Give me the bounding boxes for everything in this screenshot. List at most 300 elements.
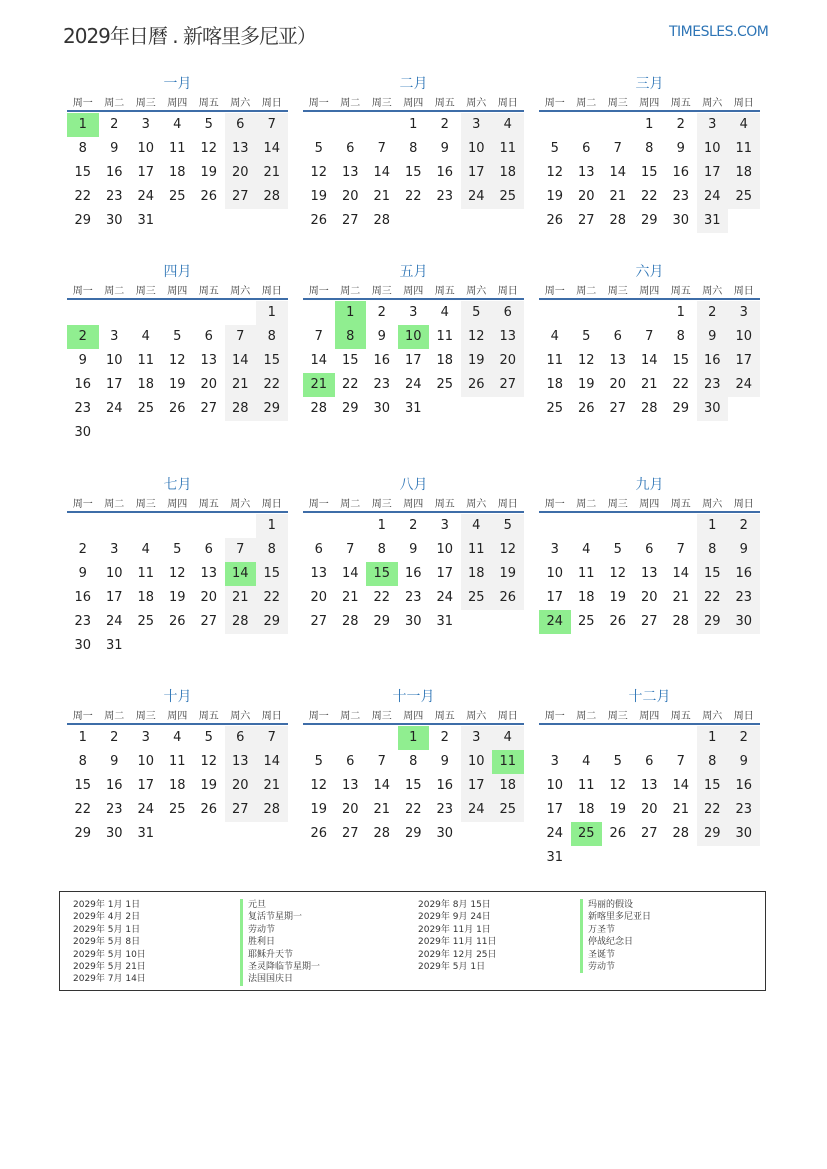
day-cell[interactable]: 5 (461, 301, 493, 325)
day-cell[interactable]: 25 (492, 185, 524, 209)
day-cell[interactable]: 18 (137, 590, 155, 605)
holiday-day-cell[interactable]: 10 (398, 325, 430, 349)
day-cell[interactable]: 23 (672, 189, 690, 204)
day-cell[interactable]: 19 (546, 189, 564, 204)
day-cell[interactable]: 30 (74, 425, 92, 440)
day-cell[interactable]: 9 (110, 141, 119, 156)
day-cell[interactable]: 4 (173, 730, 182, 745)
day-cell[interactable]: 26 (609, 826, 627, 841)
day-cell[interactable]: 16 (404, 566, 422, 581)
day-cell[interactable]: 25 (168, 802, 186, 817)
day-cell[interactable]: 12 (200, 141, 218, 156)
day-cell[interactable]: 15 (672, 353, 690, 368)
day-cell[interactable]: 16 (373, 353, 391, 368)
day-cell[interactable]: 24 (137, 802, 155, 817)
day-cell[interactable]: 14 (256, 137, 288, 161)
day-cell[interactable]: 31 (436, 614, 454, 629)
day-cell[interactable]: 13 (640, 778, 658, 793)
day-cell[interactable]: 15 (697, 774, 729, 798)
day-cell[interactable]: 20 (341, 189, 359, 204)
day-cell[interactable]: 17 (728, 349, 760, 373)
day-cell[interactable]: 16 (74, 590, 92, 605)
day-cell[interactable]: 17 (461, 774, 493, 798)
day-cell[interactable]: 30 (672, 213, 690, 228)
day-cell[interactable]: 21 (225, 586, 257, 610)
day-cell[interactable]: 9 (409, 542, 418, 557)
day-cell[interactable]: 10 (137, 141, 155, 156)
day-cell[interactable]: 29 (672, 401, 690, 416)
day-cell[interactable]: 6 (645, 542, 654, 557)
day-cell[interactable]: 19 (609, 590, 627, 605)
day-cell[interactable]: 5 (204, 730, 213, 745)
day-cell[interactable]: 14 (256, 750, 288, 774)
day-cell[interactable]: 18 (728, 161, 760, 185)
day-cell[interactable]: 20 (577, 189, 595, 204)
day-cell[interactable]: 22 (697, 798, 729, 822)
day-cell[interactable]: 1 (676, 305, 685, 320)
day-cell[interactable]: 19 (168, 377, 186, 392)
day-cell[interactable]: 10 (436, 542, 454, 557)
day-cell[interactable]: 27 (310, 614, 328, 629)
day-cell[interactable]: 8 (697, 538, 729, 562)
day-cell[interactable]: 28 (640, 401, 658, 416)
day-cell[interactable]: 6 (204, 329, 213, 344)
holiday-day-cell[interactable]: 8 (335, 325, 367, 349)
day-cell[interactable]: 25 (546, 401, 564, 416)
day-cell[interactable]: 24 (697, 185, 729, 209)
day-cell[interactable]: 17 (546, 802, 564, 817)
day-cell[interactable]: 8 (256, 538, 288, 562)
day-cell[interactable]: 16 (105, 165, 123, 180)
day-cell[interactable]: 7 (225, 325, 257, 349)
day-cell[interactable]: 3 (110, 329, 119, 344)
day-cell[interactable]: 19 (492, 562, 524, 586)
day-cell[interactable]: 29 (640, 213, 658, 228)
holiday-day-cell[interactable]: 1 (335, 301, 367, 325)
day-cell[interactable]: 3 (110, 542, 119, 557)
day-cell[interactable]: 11 (461, 538, 493, 562)
day-cell[interactable]: 6 (346, 141, 355, 156)
day-cell[interactable]: 15 (341, 353, 359, 368)
day-cell[interactable]: 9 (728, 750, 760, 774)
holiday-day-cell[interactable]: 14 (225, 562, 257, 586)
day-cell[interactable]: 26 (609, 614, 627, 629)
day-cell[interactable]: 8 (697, 750, 729, 774)
day-cell[interactable]: 11 (577, 778, 595, 793)
day-cell[interactable]: 9 (676, 141, 685, 156)
day-cell[interactable]: 15 (74, 165, 92, 180)
day-cell[interactable]: 30 (697, 397, 729, 421)
day-cell[interactable]: 18 (436, 353, 454, 368)
day-cell[interactable]: 15 (640, 165, 658, 180)
day-cell[interactable]: 27 (200, 401, 218, 416)
day-cell[interactable]: 10 (546, 566, 564, 581)
day-cell[interactable]: 25 (728, 185, 760, 209)
day-cell[interactable]: 23 (404, 590, 422, 605)
day-cell[interactable]: 27 (492, 373, 524, 397)
day-cell[interactable]: 17 (137, 165, 155, 180)
day-cell[interactable]: 29 (74, 213, 92, 228)
day-cell[interactable]: 28 (256, 185, 288, 209)
day-cell[interactable]: 4 (728, 113, 760, 137)
day-cell[interactable]: 25 (577, 614, 595, 629)
day-cell[interactable]: 30 (74, 638, 92, 653)
day-cell[interactable]: 2 (728, 726, 760, 750)
day-cell[interactable]: 21 (225, 373, 257, 397)
day-cell[interactable]: 8 (409, 141, 418, 156)
day-cell[interactable]: 13 (640, 566, 658, 581)
day-cell[interactable]: 10 (461, 137, 493, 161)
day-cell[interactable]: 12 (461, 325, 493, 349)
day-cell[interactable]: 24 (436, 590, 454, 605)
day-cell[interactable]: 26 (492, 586, 524, 610)
day-cell[interactable]: 3 (141, 117, 150, 132)
day-cell[interactable]: 15 (256, 562, 288, 586)
day-cell[interactable]: 4 (492, 113, 524, 137)
day-cell[interactable]: 26 (577, 401, 595, 416)
day-cell[interactable]: 24 (728, 373, 760, 397)
day-cell[interactable]: 1 (256, 301, 288, 325)
day-cell[interactable]: 4 (141, 542, 150, 557)
holiday-day-cell[interactable]: 25 (571, 822, 603, 846)
day-cell[interactable]: 21 (373, 189, 391, 204)
day-cell[interactable]: 2 (440, 117, 449, 132)
day-cell[interactable]: 29 (256, 397, 288, 421)
day-cell[interactable]: 23 (436, 189, 454, 204)
holiday-day-cell[interactable]: 11 (492, 750, 524, 774)
day-cell[interactable]: 3 (141, 730, 150, 745)
day-cell[interactable]: 17 (697, 161, 729, 185)
day-cell[interactable]: 22 (74, 802, 92, 817)
day-cell[interactable]: 12 (200, 754, 218, 769)
day-cell[interactable]: 8 (78, 141, 87, 156)
day-cell[interactable]: 25 (461, 586, 493, 610)
day-cell[interactable]: 21 (672, 590, 690, 605)
day-cell[interactable]: 2 (440, 730, 449, 745)
day-cell[interactable]: 5 (314, 141, 323, 156)
day-cell[interactable]: 21 (341, 590, 359, 605)
day-cell[interactable]: 8 (676, 329, 685, 344)
day-cell[interactable]: 29 (697, 610, 729, 634)
day-cell[interactable]: 28 (310, 401, 328, 416)
day-cell[interactable]: 24 (105, 401, 123, 416)
day-cell[interactable]: 20 (640, 590, 658, 605)
day-cell[interactable]: 26 (168, 401, 186, 416)
day-cell[interactable]: 5 (613, 542, 622, 557)
day-cell[interactable]: 9 (728, 538, 760, 562)
day-cell[interactable]: 30 (404, 614, 422, 629)
day-cell[interactable]: 25 (168, 189, 186, 204)
day-cell[interactable]: 30 (105, 826, 123, 841)
day-cell[interactable]: 27 (640, 614, 658, 629)
day-cell[interactable]: 4 (141, 329, 150, 344)
day-cell[interactable]: 29 (404, 826, 422, 841)
day-cell[interactable]: 19 (200, 165, 218, 180)
day-cell[interactable]: 31 (137, 826, 155, 841)
day-cell[interactable]: 3 (728, 301, 760, 325)
day-cell[interactable]: 7 (613, 141, 622, 156)
day-cell[interactable]: 20 (225, 774, 257, 798)
day-cell[interactable]: 1 (377, 518, 386, 533)
day-cell[interactable]: 16 (672, 165, 690, 180)
day-cell[interactable]: 10 (697, 137, 729, 161)
day-cell[interactable]: 26 (310, 826, 328, 841)
day-cell[interactable]: 31 (404, 401, 422, 416)
day-cell[interactable]: 17 (137, 778, 155, 793)
day-cell[interactable]: 12 (168, 566, 186, 581)
day-cell[interactable]: 10 (728, 325, 760, 349)
day-cell[interactable]: 17 (105, 590, 123, 605)
day-cell[interactable]: 28 (256, 798, 288, 822)
day-cell[interactable]: 16 (74, 377, 92, 392)
day-cell[interactable]: 23 (697, 373, 729, 397)
day-cell[interactable]: 12 (310, 778, 328, 793)
day-cell[interactable]: 4 (550, 329, 559, 344)
day-cell[interactable]: 5 (173, 542, 182, 557)
day-cell[interactable]: 16 (697, 349, 729, 373)
day-cell[interactable]: 23 (728, 798, 760, 822)
day-cell[interactable]: 26 (200, 189, 218, 204)
day-cell[interactable]: 9 (110, 754, 119, 769)
day-cell[interactable]: 25 (436, 377, 454, 392)
day-cell[interactable]: 5 (492, 514, 524, 538)
day-cell[interactable]: 13 (609, 353, 627, 368)
day-cell[interactable]: 14 (672, 778, 690, 793)
day-cell[interactable]: 11 (436, 329, 454, 344)
day-cell[interactable]: 8 (645, 141, 654, 156)
day-cell[interactable]: 12 (168, 353, 186, 368)
day-cell[interactable]: 10 (461, 750, 493, 774)
day-cell[interactable]: 1 (645, 117, 654, 132)
day-cell[interactable]: 18 (577, 802, 595, 817)
day-cell[interactable]: 24 (105, 614, 123, 629)
day-cell[interactable]: 7 (314, 329, 323, 344)
day-cell[interactable]: 17 (546, 590, 564, 605)
day-cell[interactable]: 5 (582, 329, 591, 344)
day-cell[interactable]: 25 (492, 798, 524, 822)
day-cell[interactable]: 16 (105, 778, 123, 793)
day-cell[interactable]: 28 (225, 397, 257, 421)
day-cell[interactable]: 22 (256, 586, 288, 610)
day-cell[interactable]: 10 (546, 778, 564, 793)
day-cell[interactable]: 6 (204, 542, 213, 557)
day-cell[interactable]: 14 (373, 165, 391, 180)
day-cell[interactable]: 15 (74, 778, 92, 793)
day-cell[interactable]: 8 (256, 325, 288, 349)
day-cell[interactable]: 7 (256, 113, 288, 137)
day-cell[interactable]: 7 (377, 754, 386, 769)
day-cell[interactable]: 16 (436, 165, 454, 180)
day-cell[interactable]: 5 (314, 754, 323, 769)
day-cell[interactable]: 27 (577, 213, 595, 228)
day-cell[interactable]: 10 (105, 566, 123, 581)
day-cell[interactable]: 9 (377, 329, 386, 344)
day-cell[interactable]: 17 (461, 161, 493, 185)
day-cell[interactable]: 15 (697, 562, 729, 586)
day-cell[interactable]: 11 (492, 137, 524, 161)
day-cell[interactable]: 27 (225, 798, 257, 822)
day-cell[interactable]: 7 (256, 726, 288, 750)
day-cell[interactable]: 14 (310, 353, 328, 368)
day-cell[interactable]: 29 (697, 822, 729, 846)
day-cell[interactable]: 26 (461, 373, 493, 397)
day-cell[interactable]: 21 (373, 802, 391, 817)
day-cell[interactable]: 18 (168, 778, 186, 793)
day-cell[interactable]: 7 (225, 538, 257, 562)
day-cell[interactable]: 13 (310, 566, 328, 581)
day-cell[interactable]: 9 (78, 353, 87, 368)
day-cell[interactable]: 2 (110, 730, 119, 745)
day-cell[interactable]: 14 (672, 566, 690, 581)
day-cell[interactable]: 1 (256, 514, 288, 538)
day-cell[interactable]: 13 (225, 137, 257, 161)
day-cell[interactable]: 12 (492, 538, 524, 562)
day-cell[interactable]: 8 (78, 754, 87, 769)
day-cell[interactable]: 22 (74, 189, 92, 204)
day-cell[interactable]: 14 (373, 778, 391, 793)
day-cell[interactable]: 5 (204, 117, 213, 132)
day-cell[interactable]: 3 (550, 542, 559, 557)
day-cell[interactable]: 19 (168, 590, 186, 605)
day-cell[interactable]: 19 (310, 189, 328, 204)
day-cell[interactable]: 23 (74, 401, 92, 416)
day-cell[interactable]: 26 (546, 213, 564, 228)
day-cell[interactable]: 5 (613, 754, 622, 769)
day-cell[interactable]: 28 (341, 614, 359, 629)
day-cell[interactable]: 29 (341, 401, 359, 416)
day-cell[interactable]: 6 (582, 141, 591, 156)
day-cell[interactable]: 15 (404, 165, 422, 180)
day-cell[interactable]: 13 (225, 750, 257, 774)
day-cell[interactable]: 20 (200, 377, 218, 392)
day-cell[interactable]: 18 (168, 165, 186, 180)
day-cell[interactable]: 20 (492, 349, 524, 373)
day-cell[interactable]: 14 (640, 353, 658, 368)
day-cell[interactable]: 4 (173, 117, 182, 132)
day-cell[interactable]: 28 (672, 826, 690, 841)
day-cell[interactable]: 6 (314, 542, 323, 557)
day-cell[interactable]: 25 (137, 401, 155, 416)
day-cell[interactable]: 7 (346, 542, 355, 557)
day-cell[interactable]: 2 (676, 117, 685, 132)
day-cell[interactable]: 2 (78, 542, 87, 557)
day-cell[interactable]: 31 (697, 209, 729, 233)
day-cell[interactable]: 11 (168, 754, 186, 769)
day-cell[interactable]: 5 (173, 329, 182, 344)
day-cell[interactable]: 2 (728, 514, 760, 538)
day-cell[interactable]: 9 (78, 566, 87, 581)
day-cell[interactable]: 19 (609, 802, 627, 817)
day-cell[interactable]: 13 (341, 165, 359, 180)
day-cell[interactable]: 1 (409, 117, 418, 132)
holiday-day-cell[interactable]: 15 (366, 562, 398, 586)
day-cell[interactable]: 23 (436, 802, 454, 817)
day-cell[interactable]: 3 (440, 518, 449, 533)
day-cell[interactable]: 18 (137, 377, 155, 392)
day-cell[interactable]: 1 (697, 726, 729, 750)
day-cell[interactable]: 30 (728, 610, 760, 634)
day-cell[interactable]: 3 (550, 754, 559, 769)
day-cell[interactable]: 17 (105, 377, 123, 392)
day-cell[interactable]: 15 (256, 349, 288, 373)
day-cell[interactable]: 30 (373, 401, 391, 416)
day-cell[interactable]: 6 (225, 726, 257, 750)
day-cell[interactable]: 19 (577, 377, 595, 392)
day-cell[interactable]: 20 (341, 802, 359, 817)
day-cell[interactable]: 21 (256, 161, 288, 185)
day-cell[interactable]: 20 (640, 802, 658, 817)
day-cell[interactable]: 18 (461, 562, 493, 586)
day-cell[interactable]: 18 (577, 590, 595, 605)
day-cell[interactable]: 9 (697, 325, 729, 349)
day-cell[interactable]: 26 (200, 802, 218, 817)
day-cell[interactable]: 3 (461, 113, 493, 137)
day-cell[interactable]: 3 (697, 113, 729, 137)
day-cell[interactable]: 6 (645, 754, 654, 769)
day-cell[interactable]: 30 (728, 822, 760, 846)
day-cell[interactable]: 28 (373, 213, 391, 228)
day-cell[interactable]: 28 (672, 614, 690, 629)
day-cell[interactable]: 2 (697, 301, 729, 325)
day-cell[interactable]: 18 (492, 161, 524, 185)
day-cell[interactable]: 3 (461, 726, 493, 750)
day-cell[interactable]: 29 (256, 610, 288, 634)
day-cell[interactable]: 12 (546, 165, 564, 180)
day-cell[interactable]: 22 (672, 377, 690, 392)
holiday-day-cell[interactable]: 1 (67, 113, 99, 137)
day-cell[interactable]: 5 (550, 141, 559, 156)
day-cell[interactable]: 17 (404, 353, 422, 368)
day-cell[interactable]: 14 (341, 566, 359, 581)
holiday-day-cell[interactable]: 2 (67, 325, 99, 349)
day-cell[interactable]: 24 (546, 826, 564, 841)
day-cell[interactable]: 27 (609, 401, 627, 416)
day-cell[interactable]: 19 (200, 778, 218, 793)
day-cell[interactable]: 20 (609, 377, 627, 392)
day-cell[interactable]: 24 (137, 189, 155, 204)
day-cell[interactable]: 11 (577, 566, 595, 581)
day-cell[interactable]: 2 (377, 305, 386, 320)
day-cell[interactable]: 11 (137, 566, 155, 581)
day-cell[interactable]: 18 (546, 377, 564, 392)
day-cell[interactable]: 14 (609, 165, 627, 180)
day-cell[interactable]: 28 (373, 826, 391, 841)
day-cell[interactable]: 3 (409, 305, 418, 320)
day-cell[interactable]: 22 (373, 590, 391, 605)
day-cell[interactable]: 1 (78, 730, 87, 745)
day-cell[interactable]: 21 (609, 189, 627, 204)
day-cell[interactable]: 11 (168, 141, 186, 156)
day-cell[interactable]: 31 (105, 638, 123, 653)
day-cell[interactable]: 21 (672, 802, 690, 817)
day-cell[interactable]: 7 (377, 141, 386, 156)
day-cell[interactable]: 6 (225, 113, 257, 137)
day-cell[interactable]: 30 (105, 213, 123, 228)
day-cell[interactable]: 22 (404, 802, 422, 817)
day-cell[interactable]: 4 (582, 542, 591, 557)
day-cell[interactable]: 31 (546, 850, 564, 865)
day-cell[interactable]: 12 (577, 353, 595, 368)
day-cell[interactable]: 16 (728, 562, 760, 586)
day-cell[interactable]: 12 (609, 778, 627, 793)
day-cell[interactable]: 12 (609, 566, 627, 581)
day-cell[interactable]: 24 (461, 185, 493, 209)
day-cell[interactable]: 21 (640, 377, 658, 392)
day-cell[interactable]: 13 (341, 778, 359, 793)
day-cell[interactable]: 13 (200, 566, 218, 581)
day-cell[interactable]: 9 (440, 141, 449, 156)
day-cell[interactable]: 27 (200, 614, 218, 629)
